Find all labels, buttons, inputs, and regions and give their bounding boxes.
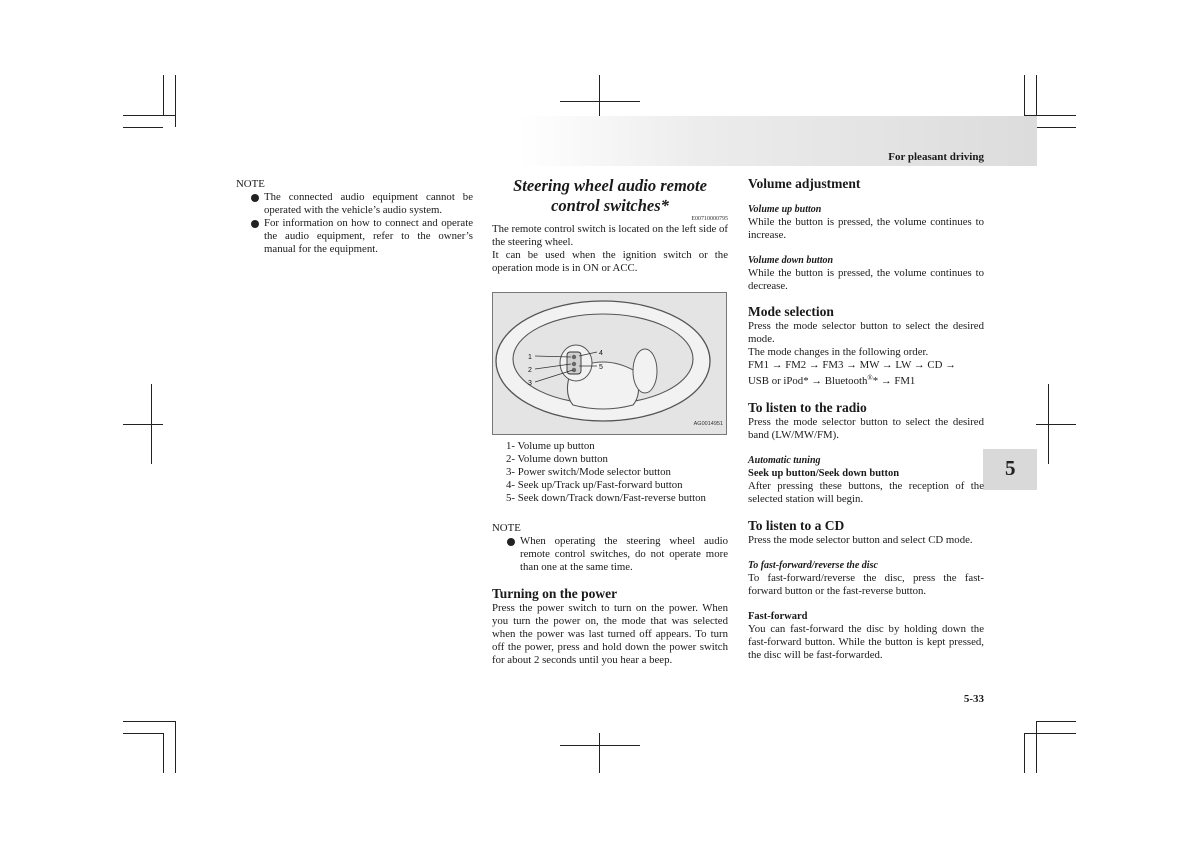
crop-mark (163, 733, 164, 773)
crop-mark (1024, 733, 1025, 773)
callout-5: 5 (599, 364, 603, 371)
chapter-tab (983, 449, 1037, 490)
callout-2: 2 (528, 367, 532, 374)
mode-sequence: FM1 → FM2 → FM3 → MW → LW → CD → (748, 359, 956, 371)
page-number: 5-33 (963, 693, 984, 705)
crop-mark (1036, 127, 1076, 128)
crop-mark (151, 384, 152, 464)
volume-heading: Volume adjustment (748, 176, 861, 191)
legend-item: 5- Seek down/Track down/Fast-reverse button (506, 492, 706, 504)
ff-reverse-subheading: To fast-forward/reverse the disc (748, 560, 878, 571)
crop-mark (1036, 721, 1037, 773)
left-column (236, 178, 473, 256)
intro-paragraph: The remote control switch is located on the left side of the steering wheel. (492, 223, 728, 248)
crop-mark (175, 75, 176, 127)
radio-paragraph: Press the mode selector button to select the desired band (LW/MW/FM). (748, 416, 984, 441)
crop-mark (560, 745, 640, 746)
crop-mark (123, 424, 163, 425)
figure-code: AG0014951 (693, 421, 723, 427)
mode-sequence-part: * → FM1 (872, 375, 916, 387)
section-heading (492, 176, 728, 216)
volume-down-text: While the button is pressed, the volume continues to decrease. (748, 267, 984, 292)
legend-item: 4- Seek up/Track up/Fast-forward button (506, 479, 683, 491)
note-list (236, 191, 473, 256)
volume-down-subheading: Volume down button (748, 255, 834, 266)
section-title: For pleasant driving (888, 151, 984, 163)
legend-item: 2- Volume down button (506, 453, 608, 465)
power-heading: Turning on the power (492, 586, 618, 601)
mode-sequence (748, 372, 984, 388)
steering-wheel-illustration (493, 293, 726, 434)
fast-forward-subheading: Fast-forward (748, 611, 808, 622)
crop-mark (1024, 733, 1076, 734)
mode-paragraph: The mode changes in the following order. (748, 346, 929, 358)
figure-legend (492, 440, 728, 505)
auto-tuning-subheading: Automatic tuning (748, 455, 821, 466)
callout-4: 4 (599, 350, 603, 357)
mode-sequence-part: USB or iPod* → Bluetooth (748, 375, 868, 387)
crop-mark (123, 733, 163, 734)
right-column (748, 176, 984, 662)
crop-mark (1036, 424, 1076, 425)
legend-item: 3- Power switch/Mode selector button (506, 466, 671, 478)
steering-wheel-figure (492, 292, 727, 435)
section-heading-line: Steering wheel audio remote (513, 176, 707, 195)
volume-up-text: While the button is pressed, the volume continues to increase. (748, 216, 984, 241)
ff-reverse-paragraph: To fast-forward/reverse the disc, press the fast-forward button or the fast-reverse button. (748, 572, 984, 597)
mode-heading: Mode selection (748, 304, 834, 319)
crop-mark (560, 101, 640, 102)
crop-mark (123, 721, 175, 722)
callout-1: 1 (528, 354, 532, 361)
crop-mark (163, 75, 164, 115)
fast-forward-paragraph: You can fast-forward the disc by holding down the fast-forward button. While the button is kept pressed, the disc will be fast-forwarded. (748, 623, 984, 661)
mode-paragraph: Press the mode selector button to select the desired mode. (748, 320, 984, 345)
cd-heading: To listen to a CD (748, 518, 845, 533)
crop-mark (123, 127, 163, 128)
callout-3: 3 (528, 380, 532, 387)
legend-item: 1- Volume up button (506, 440, 595, 452)
note-list (492, 535, 728, 574)
crop-mark (599, 733, 600, 773)
intro-paragraph: It can be used when the ignition switch or the operation mode is in ON or ACC. (492, 249, 728, 274)
seek-paragraph: After pressing these buttons, the reception of the selected station will begin. (748, 480, 984, 505)
note-label: NOTE (492, 522, 521, 534)
registered-mark: ® (867, 374, 873, 382)
middle-column (492, 176, 728, 667)
crop-mark (123, 115, 175, 116)
crop-mark (1036, 75, 1037, 115)
note-item: The connected audio equipment cannot be operated with the vehicle’s audio system. (236, 191, 473, 217)
seek-subheading: Seek up button/Seek down button (748, 468, 900, 479)
radio-heading: To listen to the radio (748, 400, 867, 415)
chapter-number: 5 (1005, 456, 1016, 480)
crop-mark (1036, 721, 1076, 722)
volume-up-subheading: Volume up button (748, 204, 822, 215)
note-item: When operating the steering wheel audio remote control switches, do not operate more than one at the same time. (492, 535, 728, 574)
reference-code: E00710000795 (691, 216, 728, 222)
crop-mark (1048, 384, 1049, 464)
note-item: For information on how to connect and operate the audio equipment, refer to the owner’s manual for the equipment. (236, 217, 473, 256)
note-label: NOTE (236, 178, 265, 190)
crop-mark (175, 721, 176, 773)
section-heading-line: control switches* (551, 196, 669, 215)
power-paragraph: Press the power switch to turn on the power. When you turn the power on, the mode that was selected when the power was last turned off appears. To turn off the power, press and hold down the power switch for about 2 seconds until you hear a beep. (492, 602, 728, 666)
cd-paragraph: Press the mode selector button and select CD mode. (748, 534, 973, 546)
